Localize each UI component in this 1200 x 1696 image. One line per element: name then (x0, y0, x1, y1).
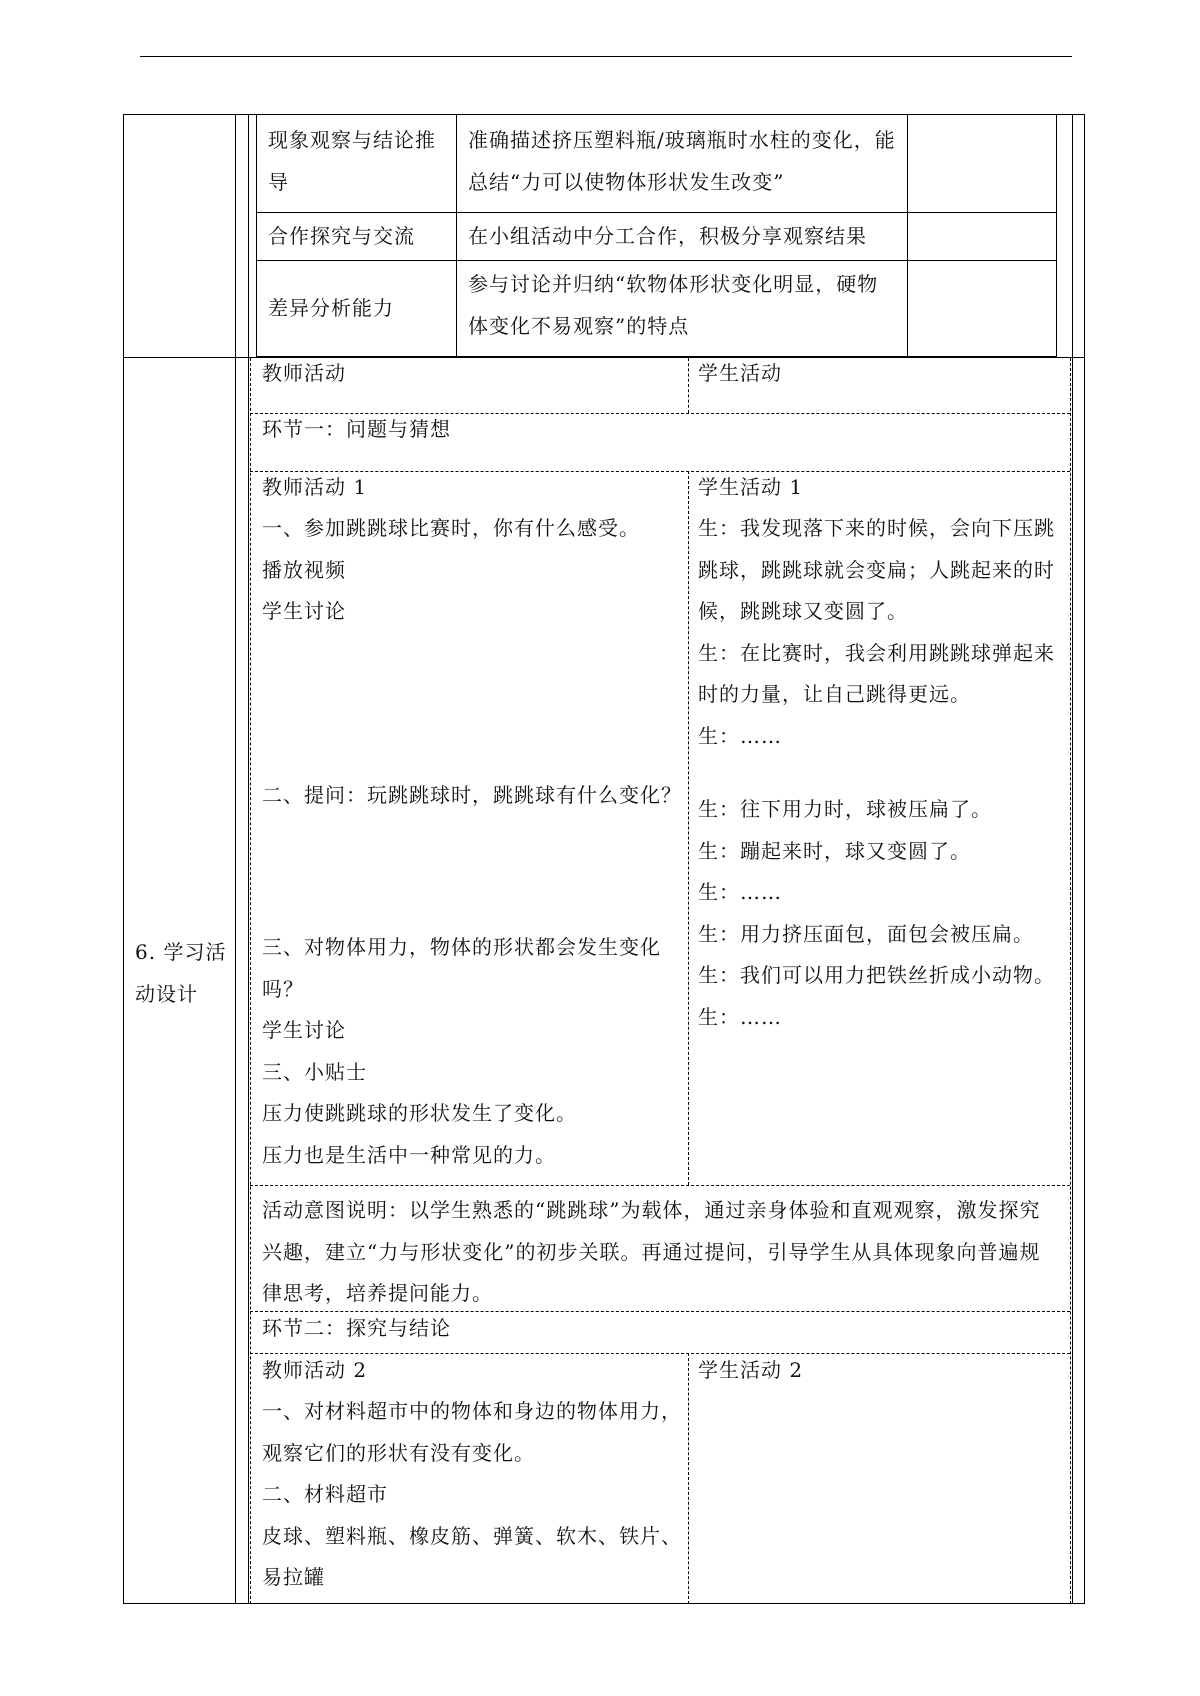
stage1-student-a1: 生：我发现落下来的时候，会向下压跳 跳球，跳跳球就会变扁；人跳起来的时 候，跳跳球又变圆了。 生：在比赛时，我会利用跳跳球弹起来 时的力量，让自己跳得更远。 生：…… (698, 516, 1055, 748)
activity-dashed-right (1070, 358, 1071, 1604)
activity-dashed-row-3 (250, 1185, 1070, 1186)
stage1-teacher-q2: 二、提问：玩跳跳球时，跳跳球有什么变化？ (262, 783, 682, 807)
rubric-description-3: 参与讨论并归纳“软物体形状变化明显，硬物 体变化不易观察”的特点 (468, 272, 879, 338)
rubric-criterion-1: 现象观察与结论推 导 (268, 128, 436, 194)
col-divider-inner (248, 114, 249, 1604)
stage2-title: 环节二：探究与结论 (262, 1316, 451, 1340)
stage1-title: 环节一：问题与猜想 (262, 417, 451, 441)
stage1-intent: 活动意图说明：以学生熟悉的“跳跳球”为载体，通过亲身体验和直观观察，激发探究 兴趣，建立“力与形状变化”的初步关联。再通过提问，引导学生从具体现象向普遍规 律思考，培养提问能力。 (262, 1198, 1041, 1305)
stage2-student-title: 学生活动 2 (698, 1358, 804, 1382)
activity-dashed-mid-2 (688, 471, 689, 1185)
stage1-student-title: 学生活动 1 (698, 475, 804, 499)
stage2-teacher-content: 一、对材料超市中的物体和身边的物体用力， 观察它们的形状有没有变化。 二、材料超市 皮球、塑料瓶、橡皮筋、弹簧、软木、铁片、 易拉罐 (262, 1399, 682, 1589)
stage1-student-a2: 生：往下用力时，球被压扁了。 生：蹦起来时，球又变圆了。 生：…… 生：用力挤压面包，面包会被压扁。 生：我们可以用力把铁丝折成小动物。 生：…… (698, 797, 1055, 1029)
rubric-col-1 (456, 114, 457, 357)
activity-dashed-mid-1 (688, 358, 689, 413)
teacher-header: 教师活动 (262, 361, 346, 385)
rubric-description-1: 准确描述挤压塑料瓶/玻璃瓶时水柱的变化，能 总结“力可以使物体形状发生改变” (468, 128, 896, 194)
rubric-col-2 (907, 114, 908, 357)
student-header: 学生活动 (698, 361, 782, 385)
activity-dashed-mid-3 (688, 1353, 689, 1604)
rubric-criterion-2: 合作探究与交流 (268, 224, 415, 248)
col-divider-left (235, 114, 236, 1604)
activity-dashed-left (250, 358, 251, 1604)
rubric-row-1 (256, 212, 1057, 213)
rubric-row-2 (256, 260, 1057, 261)
stage1-teacher-q3: 三、对物体用力，物体的形状都会发生变化 吗？ 学生讨论 三、小贴士 压力使跳跳球的形状发生了变化。 压力也是生活中一种常见的力。 (262, 935, 661, 1167)
rubric-criterion-3: 差异分析能力 (268, 296, 394, 320)
section-label: 6. 学习活 动设计 (135, 940, 227, 1006)
stage2-teacher-title: 教师活动 2 (262, 1358, 368, 1382)
stage1-teacher-title: 教师活动 1 (262, 475, 368, 499)
header-rule (140, 56, 1072, 57)
activity-dashed-row-2 (250, 471, 1070, 472)
activity-dashed-row-5 (250, 1353, 1070, 1354)
stage1-teacher-q1: 一、参加跳跳球比赛时，你有什么感受。 播放视频 学生讨论 (262, 516, 640, 623)
col-divider-right (1072, 114, 1073, 1604)
rubric-description-2: 在小组活动中分工合作，积极分享观察结果 (468, 224, 867, 248)
